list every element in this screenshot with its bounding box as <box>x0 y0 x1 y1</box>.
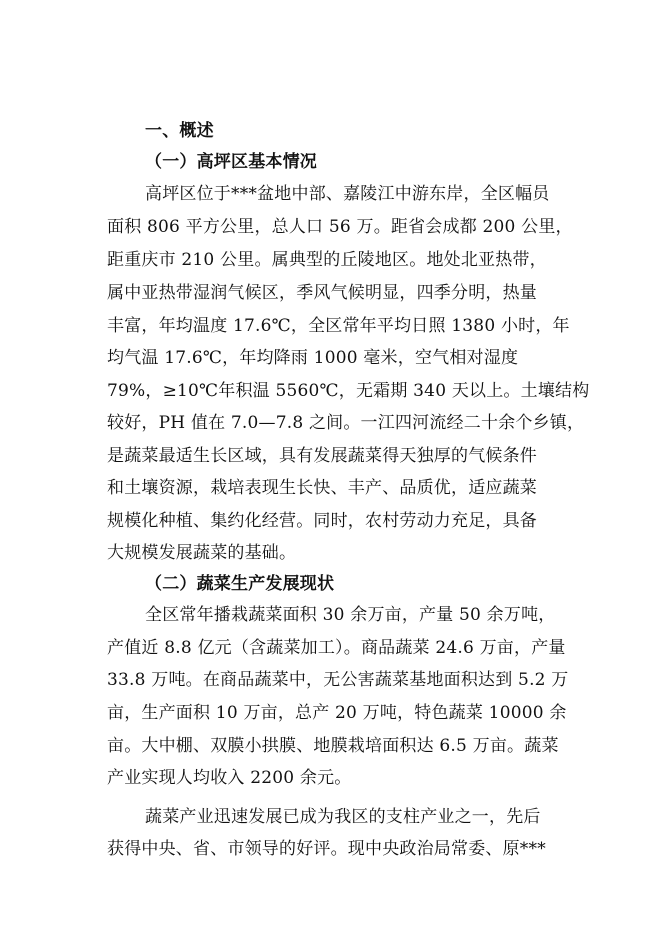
paragraph-line: 全区常年播栽蔬菜面积 30 余万亩，产量 50 余万吨， <box>145 605 556 625</box>
paragraph-line: 产业实现人均收入 2200 余元。 <box>107 768 352 788</box>
paragraph-line: 均气温 17.6℃，年均降雨 1000 毫米，空气相对湿度 <box>107 348 519 368</box>
paragraph-line: 较好，PH 值在 7.0—7.8 之间。一江四河流经二十余个乡镇， <box>107 413 585 433</box>
paragraph-line: 获得中央、省、市领导的好评。现中央政治局常委、原*** <box>107 839 546 859</box>
paragraph-line: 亩，生产面积 10 万亩，总产 20 万吨，特色蔬菜 10000 余 <box>107 703 567 723</box>
heading-section-2: （二）蔬菜生产发展现状 <box>145 574 335 594</box>
paragraph-line: 产值近 8.8 亿元（含蔬菜加工）。商品蔬菜 24.6 万亩，产量 <box>107 638 566 658</box>
paragraph-line: 蔬菜产业迅速发展已成为我区的支柱产业之一，先后 <box>145 807 541 827</box>
paragraph-line: 是蔬菜最适生长区域，具有发展蔬菜得天独厚的气候条件 <box>107 446 537 466</box>
paragraph-line: 和土壤资源，栽培表现生长快、丰产、品质优，适应蔬菜 <box>107 478 537 498</box>
paragraph-line: 丰富，年均温度 17.6℃，全区常年平均日照 1380 小时，年 <box>107 316 570 336</box>
paragraph-line: 大规模发展蔬菜的基础。 <box>107 543 297 563</box>
paragraph-line: 79%，≥10℃年积温 5560℃，无霜期 340 天以上。土壤结构 <box>107 381 590 401</box>
paragraph-line: 亩。大中棚、双膜小拱膜、地膜栽培面积达 6.5 万亩。蔬菜 <box>107 736 559 756</box>
paragraph-line: 33.8 万吨。在商品蔬菜中，无公害蔬菜基地面积达到 5.2 万 <box>107 670 569 690</box>
paragraph-line: 距重庆市 210 公里。属典型的丘陵地区。地处北亚热带， <box>107 250 547 270</box>
paragraph-line: 属中亚热带湿润气候区，季风气候明显，四季分明，热量 <box>107 283 537 303</box>
paragraph-line: 规模化种植、集约化经营。同时，农村劳动力充足，具备 <box>107 511 537 531</box>
paragraph-line: 高坪区位于***盆地中部、嘉陵江中游东岸，全区幅员 <box>145 184 550 204</box>
heading-overview: 一、概述 <box>145 121 214 141</box>
heading-section-1: （一）高坪区基本情况 <box>145 152 317 172</box>
paragraph-line: 面积 806 平方公里，总人口 56 万。距省会成都 200 公里， <box>107 217 573 237</box>
